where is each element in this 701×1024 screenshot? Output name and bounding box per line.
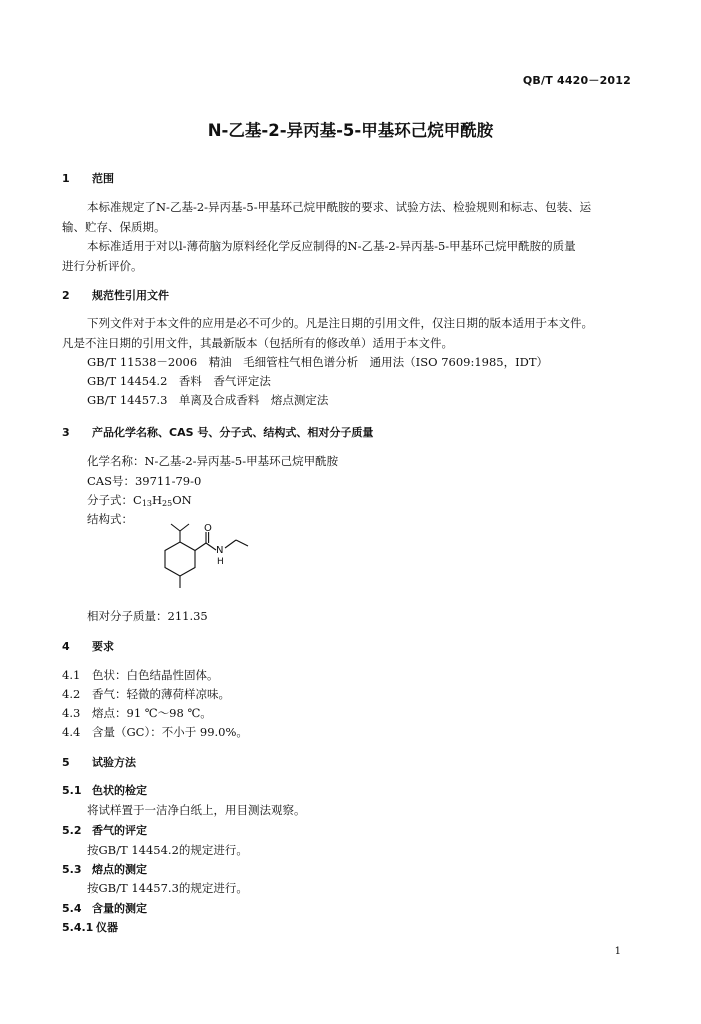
reference-item: GB/T 14454.2 香料 香气评定法 <box>87 374 271 388</box>
formula-c: C <box>133 493 142 507</box>
paragraph-line: 按GB/T 14457.3的规定进行。 <box>87 881 248 895</box>
paragraph-line: 本标准适用于对以l-薄荷脑为原料经化学反应制得的N-乙基-2-异丙基-5-甲基环己烷甲酰胺的质量 <box>87 239 576 253</box>
structure-label: 结构式： <box>87 512 133 526</box>
formula-c-subscript: 13 <box>141 499 152 508</box>
formula-h: H <box>152 493 163 507</box>
subsection-number: 5.2 <box>62 824 82 837</box>
section-number: 1 <box>62 172 70 185</box>
item-number: 4.1 <box>62 668 81 682</box>
subsection-title: 含量的测定 <box>92 902 147 915</box>
paragraph-line: 下列文件对于本文件的应用是必不可少的。凡是注日期的引用文件，仅注日期的版本适用于本文件。 <box>87 316 593 330</box>
item-text: 熔点：91 ℃～98 ℃。 <box>92 706 212 720</box>
subsection-title: 仪器 <box>96 921 118 934</box>
item-number: 4.2 <box>62 687 81 701</box>
ethyl-bond <box>236 540 248 546</box>
subsection-title: 熔点的测定 <box>92 863 147 876</box>
item-text: 香气：轻微的薄荷样凉味。 <box>92 687 230 701</box>
ethyl-bond <box>225 540 236 548</box>
page-number: 1 <box>614 946 621 957</box>
molecular-weight: 相对分子质量：211.35 <box>87 609 208 623</box>
oxygen-atom-label: O <box>204 523 212 534</box>
formula-h-subscript: 25 <box>162 499 173 508</box>
standard-code: QB/T 4420－2012 <box>522 74 631 87</box>
subsection-heading <box>62 824 147 837</box>
subsection-number: 5.4.1 <box>62 921 94 934</box>
section-number: 5 <box>62 756 70 769</box>
subsection-heading <box>62 902 147 915</box>
requirement-item <box>62 669 219 683</box>
structural-formula-diagram <box>150 522 270 602</box>
item-number: 4.4 <box>62 725 81 739</box>
subsection-number: 5.3 <box>62 863 82 876</box>
formula-label: 分子式： <box>87 493 133 507</box>
section-title: 要求 <box>92 640 114 653</box>
subsection-heading <box>62 921 118 934</box>
formula-rest: ON <box>172 493 192 507</box>
section-title: 产品化学名称、CAS 号、分子式、结构式、相对分子质量 <box>92 426 374 439</box>
amide-bond <box>206 543 216 550</box>
nitrogen-atom-label: N <box>216 545 224 556</box>
subsection-title: 色状的检定 <box>92 784 147 797</box>
paragraph-line: 凡是不注日期的引用文件，其最新版本（包括所有的修改单）适用于本文件。 <box>62 336 453 350</box>
reference-item: GB/T 14457.3 单离及合成香料 熔点测定法 <box>87 393 329 407</box>
item-text: 色状：白色结晶性固体。 <box>92 668 219 682</box>
item-number: 4.3 <box>62 706 81 720</box>
paragraph-line: 本标准规定了N-乙基-2-异丙基-5-甲基环己烷甲酰胺的要求、试验方法、检验规则和标志、包装、运 <box>87 200 592 214</box>
subsection-number: 5.1 <box>62 784 82 797</box>
subsection-number: 5.4 <box>62 902 82 915</box>
paragraph-line: 按GB/T 14454.2的规定进行。 <box>87 843 248 857</box>
chemical-name: 化学名称：N-乙基-2-异丙基-5-甲基环己烷甲酰胺 <box>87 454 339 468</box>
paragraph-line: 输、贮存、保质期。 <box>62 220 166 234</box>
section-number: 3 <box>62 426 70 439</box>
requirement-item <box>62 726 248 740</box>
amide-hydrogen-label: H <box>217 557 224 567</box>
section-3-heading <box>62 426 373 439</box>
reference-item: GB/T 11538－2006 精油 毛细管柱气相色谱分析 通用法（ISO 7609:1985，IDT） <box>87 355 549 369</box>
section-2-heading <box>62 289 169 302</box>
section-number: 4 <box>62 640 70 653</box>
section-number: 2 <box>62 289 70 302</box>
requirement-item <box>62 688 230 702</box>
paragraph-line: 将试样置于一洁净白纸上，用目测法观察。 <box>87 803 306 817</box>
section-1-heading <box>62 172 114 185</box>
cas-number: CAS号：39711-79-0 <box>87 474 202 488</box>
section-title: 范围 <box>92 172 114 185</box>
isopropyl-methyl-bond <box>171 524 180 531</box>
section-title: 试验方法 <box>92 756 136 769</box>
paragraph-line: 进行分析评价。 <box>62 259 143 273</box>
cyclohexane-ring <box>165 542 195 576</box>
subsection-heading <box>62 784 147 797</box>
section-5-heading <box>62 756 136 769</box>
section-title: 规范性引用文件 <box>92 289 169 302</box>
item-text: 含量（GC）：不小于 99.0%。 <box>92 725 248 739</box>
section-4-heading <box>62 640 114 653</box>
isopropyl-methyl-bond <box>180 524 189 531</box>
document-title: N-乙基-2-异丙基-5-甲基环己烷甲酰胺 <box>207 121 494 140</box>
subsection-heading <box>62 863 147 876</box>
molecular-formula <box>87 494 192 509</box>
subsection-title: 香气的评定 <box>92 824 147 837</box>
carbonyl-carbon-bond <box>195 543 206 551</box>
requirement-item <box>62 707 212 721</box>
